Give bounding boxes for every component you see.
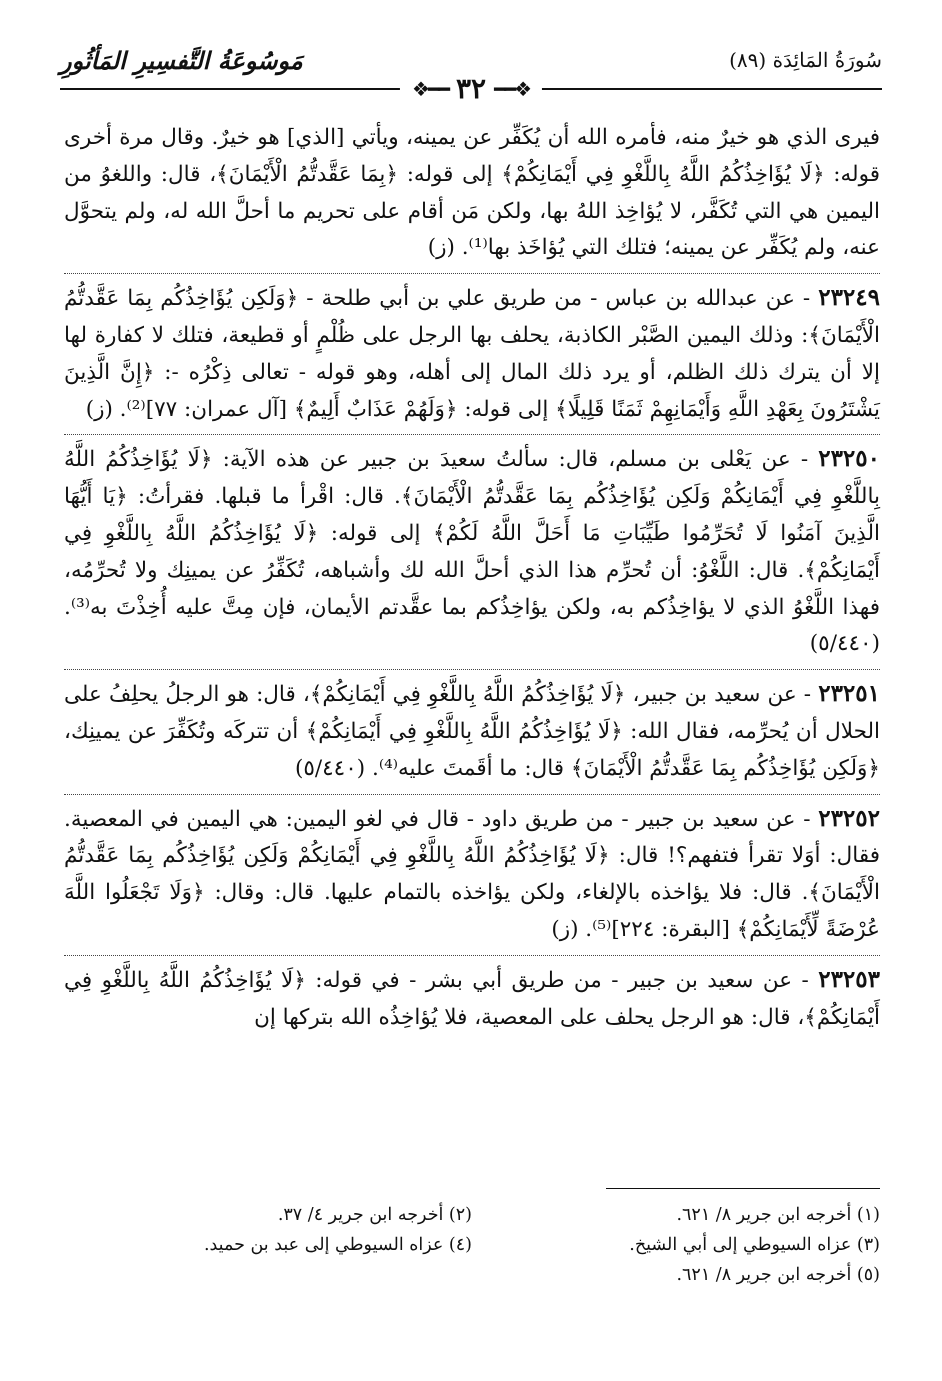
footnote-row bbox=[64, 1260, 880, 1290]
narration-text: - عن سعيد بن جبير - من طريق داود - قال في لغو اليمين: هي اليمين في المعصية. فقال: أوَلا تقرأ فتفهم؟! قال: ﴿لَا يُؤَاخِذُكُمُ اللَّهُ بِاللَّغْوِ فِي أَيْمَانِكُمْ وَلَكِن يُؤَاخِذُكُم بِمَا عَقَّدتُّمُ الْأَيْمَانَ﴾. قال: فلا يؤاخذه بالإلغاء، ولكن يؤاخذه بالتمام عليها. قال: وقال: ﴿وَلَا تَجْعَلُوا اللَّهَ عُرْضَةً لِّأَيْمَانِكُمْ﴾ [البقرة: ٢٢٤]⁽⁵⁾. (ز) bbox=[64, 806, 880, 942]
narration-text: - عن سعيد بن جبير - من طريق أبي بشر - في قوله: ﴿لَا يُؤَاخِذُكُمُ اللَّهُ بِاللَّغْوِ فِي أَيْمَانِكُمْ﴾، قال: هو الرجل يحلف على المعصية، فلا يُؤاخِذُه الله بتركها إن bbox=[64, 967, 880, 1030]
narration-text: - عن عبدالله بن عباس - من طريق علي بن أبي طلحة - ﴿وَلَكِن يُؤَاخِذُكُم بِمَا عَقَّدتُّمُ الْأَيْمَانَ﴾: وذلك اليمين الصَّبْر الكاذبة، يحلف بها الرجل على ظُلْمٍ أو قطيعة، فتلك لا كفارة لها إلا أن يترك ذلك الظلم، أو يرد ذلك المال إلى أهله، وهو قوله - تعالى ذِكْرُه -: ﴿إِنَّ الَّذِينَ يَشْتَرُونَ بِعَهْدِ اللَّهِ وَأَيْمَانِهِمْ ثَمَنًا قَلِيلًا﴾ إلى قوله: ﴿وَلَهُمْ عَذَابٌ أَلِيمٌ﴾ [آل عمران: ٧٧]⁽²⁾. (ز) bbox=[64, 286, 880, 422]
footnotes bbox=[64, 1200, 880, 1290]
narration-number: ٢٣٢٤٩ bbox=[818, 284, 880, 312]
narration-number: ٢٣٢٥٢ bbox=[818, 804, 880, 832]
ornament-icon: ❖━━ bbox=[411, 76, 448, 101]
paragraph bbox=[64, 120, 880, 267]
narration-text: - عن سعيد بن جبير، ﴿لَا يُؤَاخِذُكُمُ اللَّهُ بِاللَّغْوِ فِي أَيْمَانِكُمْ﴾، قال: هو الرجلُ يحلِفُ على الحلال أن يُحرِّمه، فقال الله: ﴿لَا يُؤَاخِذُكُمُ اللَّهُ بِاللَّغْوِ فِي أَيْمَانِكُمْ﴾ أن تتركَه وتُكَفِّرَ عن يمينِك، ﴿وَلَكِن يُؤَاخِذُكُم بِمَا عَقَّدتُّمُ الْأَيْمَانَ﴾ قال: ما أقَمتَ عليه⁽⁴⁾. (٥/٤٤٠) bbox=[64, 682, 880, 781]
narration-number: ٢٣٢٥١ bbox=[818, 680, 880, 708]
footnote bbox=[64, 1260, 472, 1290]
footnote: (٥) أخرجه ابن جرير ٨/ ٦٢١. bbox=[676, 1265, 880, 1285]
narration-entry bbox=[64, 434, 880, 663]
main-text bbox=[64, 120, 880, 1036]
narration-entry bbox=[64, 669, 880, 787]
narration-entry bbox=[64, 794, 880, 949]
paragraph-text: فيرى الذي هو خيرٌ منه، فأمره الله أن يُكَفِّر عن يمينه، ويأتي [الذي] هو خيرٌ. وقال مرة أخرى قوله: ﴿لَا يُؤَاخِذُكُمُ اللَّهُ بِاللَّغْوِ فِي أَيْمَانِكُمْ﴾ إلى قوله: ﴿بِمَا عَقَّدتُّمُ الْأَيْمَانَ﴾، قال: واللغوُ من اليمين هي التي تُكَفَّر، لا يُؤاخِذ اللهُ بها، ولكن مَن أقام على تحريم ما أحلَّ الله له، ولم يتحوَّل عنه، ولم يُكَفِّر عن يمينه؛ فتلك التي يُؤاخَذ بها⁽¹⁾. (ز) bbox=[64, 125, 880, 261]
footnote-row bbox=[64, 1200, 880, 1230]
surah-title: سُورَةُ المَائِدَة (٨٩) bbox=[729, 48, 882, 72]
page-number-block bbox=[400, 72, 542, 105]
ornament-icon: ━━❖ bbox=[494, 76, 531, 101]
narration-text: - عن يَعْلى بن مسلم، قال: سألتُ سعيدَ بن جبير عن هذه الآية: ﴿لَا يُؤَاخِذُكُمُ اللَّهُ بِاللَّغْوِ فِي أَيْمَانِكُمْ وَلَكِن يُؤَاخِذُكُم بِمَا عَقَّدتُّمُ الْأَيْمَانَ﴾. قال: اقْرأ ما قبلها. فقرأتُ: ﴿يَا أَيُّهَا الَّذِينَ آمَنُوا لَا تُحَرِّمُوا طَيِّبَاتِ مَا أَحَلَّ اللَّهُ لَكُمْ﴾ إلى قوله: ﴿لَا يُؤَاخِذُكُمُ اللَّهُ بِاللَّغْوِ فِي أَيْمَانِكُمْ﴾. قال: اللَّغْوُ: أن تُحرِّم هذا الذي أحلَّ الله لك وأشباهه، تُكَفِّرُ عن يمينِك ولا تُحرِّمُه، فهذا اللَّغْوُ الذي لا يؤاخِذُكم به، ولكن يؤاخِذُكم بما عقَّدتم الأيمان، فإن مِتَّ عليه أُخِذْتَ به⁽³⁾. (٥/٤٤٠) bbox=[64, 447, 880, 657]
page-number: ٣٢ bbox=[455, 72, 487, 105]
narration-number: ٢٣٢٥٠ bbox=[818, 445, 880, 473]
footnote: (١) أخرجه ابن جرير ٨/ ٦٢١. bbox=[676, 1205, 880, 1225]
footnote: (٢) أخرجه ابن جرير ٤/ ٣٧. bbox=[277, 1205, 472, 1225]
page-header bbox=[60, 48, 882, 108]
footnote-rule bbox=[606, 1188, 880, 1189]
footnote: (٤) عزاه السيوطي إلى عبد بن حميد. bbox=[203, 1235, 472, 1255]
narration-entry bbox=[64, 955, 880, 1037]
book-title: مَوسُوعَةُ التَّفسِيرِ المَأثُورِ bbox=[60, 46, 303, 75]
narration-number: ٢٣٢٥٣ bbox=[818, 965, 880, 993]
narration-entry bbox=[64, 273, 880, 428]
footnote-row bbox=[64, 1230, 880, 1260]
footnote: (٣) عزاه السيوطي إلى أبي الشيخ. bbox=[629, 1235, 880, 1255]
